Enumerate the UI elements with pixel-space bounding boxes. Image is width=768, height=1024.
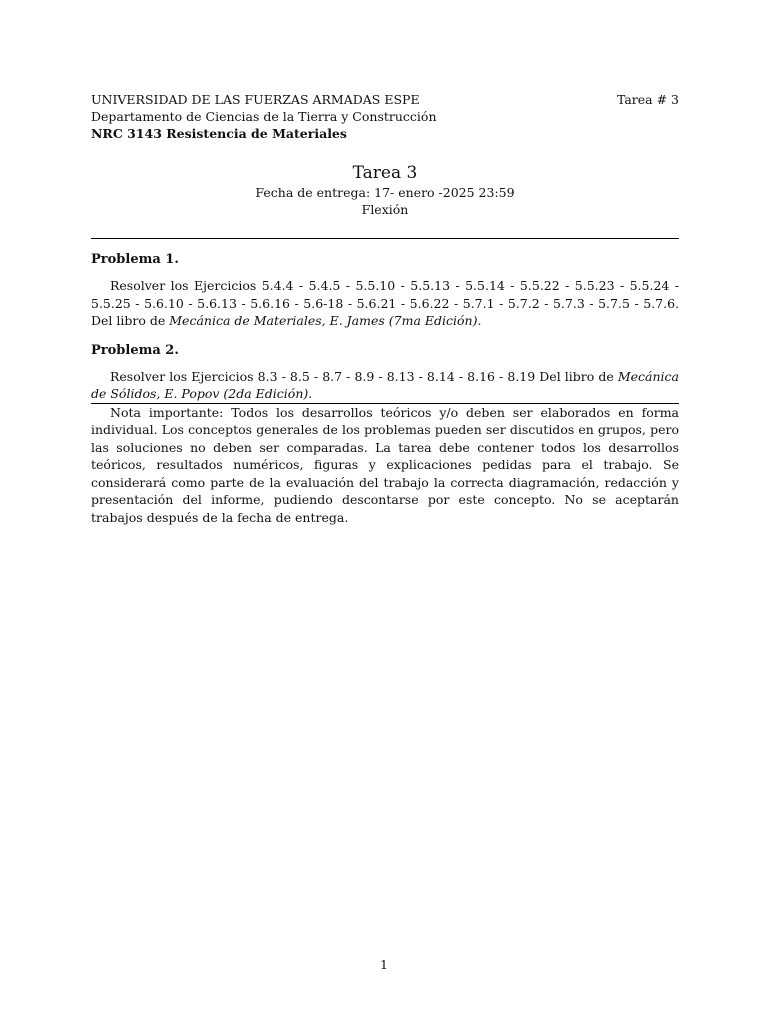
problem-1-heading: Problema 1. (91, 252, 179, 267)
course-name: NRC 3143 Resistencia de Materiales (91, 126, 347, 141)
university-name: UNIVERSIDAD DE LAS FUERZAS ARMADAS ESPE (91, 92, 420, 107)
important-note: Nota importante: Todos los desarrollos teóricos y/o deben ser elaborados en forma individual. Los conceptos generales de los problemas pueden ser discutidos en grupos, pero las soluciones no deben ser comparadas. La tarea debe contener todos los desarrollos teóricos, resultados numéricos, figuras y explicaciones pedidas para el trabajo. Se considerará como parte de la evaluación del trabajo la correcta diagramación, redacción y presentación del informe, pudiendo descontarse por este concepto. No se aceptarán trabajos después de la fecha de entrega. (91, 404, 679, 525)
department-name: Departamento de Ciencias de la Tierra y Construcción (91, 109, 437, 124)
document-page (91, 91, 679, 526)
problem-2-book: Mecánica de Sólidos, E. Popov (2da Edición). (91, 368, 679, 401)
problem-1-text (91, 277, 679, 330)
problem-1-book: Mecánica de Materiales, E. James (7ma Edición). (169, 313, 482, 328)
divider (91, 238, 679, 239)
problem-2-text (91, 368, 679, 403)
problem-1-body: Resolver los Ejercicios 5.4.4 - 5.4.5 - 5.5.10 - 5.5.13 - 5.5.14 - 5.5.22 - 5.5.23 - 5.5.24 - 5.5.25 - 5.6.10 - 5.6.13 - 5.6.16 - 5.6-18 - 5.6.21 - 5.6.22 - 5.7.1 - 5.7.2 - 5.7.3 - 5.7.5 - 5.7.6. Del libro de (91, 278, 679, 328)
page-number: 1 (380, 957, 388, 972)
header-top-row (91, 91, 679, 108)
document-title: Tarea 3 (352, 163, 418, 183)
problem-2-body: Resolver los Ejercicios 8.3 - 8.5 - 8.7 - 8.9 - 8.13 - 8.14 - 8.16 - 8.19 Del libro de (110, 368, 618, 384)
topic: Flexión (361, 202, 409, 217)
assignment-tag: Tarea # 3 (616, 92, 679, 107)
due-date: Fecha de entrega: 17- enero -2025 23:59 (255, 185, 515, 200)
problem-2-heading: Problema 2. (91, 342, 179, 358)
title-block (91, 162, 679, 218)
